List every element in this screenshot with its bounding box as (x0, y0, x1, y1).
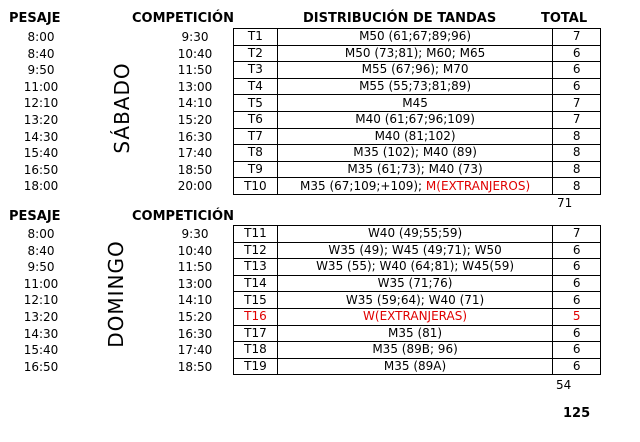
distribucion-text: M55 (55;73;81;89) (359, 79, 472, 94)
competicion-cell: 18:50 (177, 162, 213, 177)
tanda-cell: T17 (234, 325, 278, 342)
total-cell: 6 (553, 292, 601, 309)
header-pesaje: PESAJE (9, 11, 61, 26)
total-cell: 8 (553, 161, 601, 178)
total-cell: 8 (553, 128, 601, 145)
total-cell: 6 (553, 325, 601, 342)
pesaje-cell: 15:40 (23, 146, 59, 161)
total-cell: 5 (553, 308, 601, 325)
total-cell: 6 (553, 342, 601, 359)
table-row (234, 128, 601, 145)
competicion-cell: 13:00 (177, 79, 213, 94)
competicion-cell: 15:20 (177, 309, 213, 324)
tanda-cell: T7 (234, 128, 278, 145)
saturday-pesaje-column (10, 29, 72, 195)
pesaje-cell: 11:00 (23, 276, 59, 291)
tanda-cell: T5 (234, 95, 278, 112)
table-row (234, 29, 601, 46)
tanda-cell: T13 (234, 259, 278, 276)
pesaje-cell: 18:00 (23, 179, 59, 194)
total-cell: 6 (553, 358, 601, 375)
pesaje-cell: 8:40 (27, 243, 55, 258)
competicion-cell: 14:10 (177, 96, 213, 111)
total-cell: 6 (553, 259, 601, 276)
distribucion-cell: M35 (81) (277, 325, 552, 342)
distribucion-text: M45 (402, 95, 428, 110)
total-cell: 7 (553, 226, 601, 243)
tanda-cell: T12 (234, 242, 278, 259)
competicion-cell: 15:20 (177, 112, 213, 127)
total-cell: 6 (553, 275, 601, 292)
tanda-cell: T3 (234, 62, 278, 79)
competicion-cell: 17:40 (177, 343, 213, 358)
header-total: TOTAL (541, 11, 588, 26)
pesaje-cell: 14:30 (23, 129, 59, 144)
distribucion-cell (277, 29, 553, 46)
pesaje-cell: 15:40 (23, 343, 59, 358)
sunday-table (233, 225, 601, 375)
tanda-cell: T2 (234, 45, 278, 62)
table-row (234, 62, 601, 79)
distribucion-cell: M35 (89A) (277, 358, 552, 375)
distribucion-cell: W35 (55); W40 (64;81); W45(59) (277, 259, 552, 276)
tanda-cell: T8 (234, 145, 278, 162)
sunday-competicion-column (160, 226, 230, 375)
tanda-cell: T6 (234, 111, 278, 128)
saturday-day-label: SÁBADO (110, 62, 134, 154)
sunday-day-label: DOMINGO (104, 240, 128, 348)
table-row (234, 111, 601, 128)
pesaje-cell: 8:00 (27, 227, 55, 241)
saturday-competicion-column (160, 29, 230, 195)
tanda-cell: T10 (234, 178, 278, 195)
total-cell: 6 (553, 45, 601, 62)
competicion-cell: 13:00 (177, 276, 213, 291)
distribucion-cell: W40 (49;55;59) (277, 226, 552, 243)
sunday-total-sum: 54 (556, 378, 572, 392)
header-competicion: COMPETICIÓN (132, 11, 234, 26)
header-competicion-sunday: COMPETICIÓN (132, 209, 234, 224)
pesaje-cell: 13:20 (23, 112, 59, 127)
distribucion-cell (277, 161, 553, 178)
distribucion-cell: W35 (59;64); W40 (71) (277, 292, 552, 309)
distribucion-text: M35 (67;109;+109); (300, 178, 426, 193)
competicion-cell: 17:40 (177, 146, 213, 161)
total-cell: 6 (553, 62, 601, 79)
table-row (234, 226, 601, 243)
competicion-cell: 9:30 (181, 30, 209, 44)
distribucion-text: M55 (67;96); M70 (361, 62, 469, 77)
distribucion-foreign-text: M(EXTRANJEROS) (425, 178, 531, 193)
competicion-cell: 10:40 (177, 46, 213, 61)
total-cell: 7 (553, 111, 601, 128)
table-row (234, 358, 601, 375)
table-row (234, 95, 601, 112)
pesaje-cell: 11:00 (23, 79, 59, 94)
competicion-cell: 14:10 (177, 293, 213, 308)
header-distribucion: DISTRIBUCIÓN DE TANDAS (303, 11, 497, 26)
table-row (234, 275, 601, 292)
table-row (234, 145, 601, 162)
distribucion-text: M50 (61;67;89;96) (359, 29, 472, 44)
pesaje-cell: 9:50 (27, 260, 55, 275)
distribucion-text: M40 (81;102) (374, 128, 456, 143)
distribucion-text: M35 (102); M40 (89) (353, 145, 477, 160)
table-row (234, 78, 601, 95)
page-number: 125 (563, 406, 591, 421)
table-row (234, 308, 601, 325)
pesaje-cell: 8:00 (27, 30, 55, 44)
saturday-total-sum: 71 (557, 196, 573, 210)
distribucion-cell: M35 (89B; 96) (277, 342, 552, 359)
table-row (234, 342, 601, 359)
table-row (234, 45, 601, 62)
pesaje-cell: 12:10 (23, 96, 59, 111)
competicion-cell: 20:00 (177, 179, 213, 194)
distribucion-cell (277, 45, 553, 62)
distribucion-cell (277, 111, 553, 128)
total-cell: 8 (553, 178, 601, 195)
pesaje-cell: 13:20 (23, 309, 59, 324)
distribucion-cell (277, 95, 553, 112)
tanda-cell: T18 (234, 342, 278, 359)
distribucion-cell: W35 (71;76) (277, 275, 552, 292)
table-row (234, 292, 601, 309)
tanda-cell: T19 (234, 358, 278, 375)
saturday-table (233, 28, 601, 195)
pesaje-cell: 8:40 (27, 46, 55, 61)
tanda-cell: T11 (234, 226, 278, 243)
tanda-cell: T15 (234, 292, 278, 309)
pesaje-cell: 9:50 (27, 63, 55, 78)
competicion-cell: 11:50 (177, 260, 213, 275)
competicion-cell: 9:30 (181, 227, 209, 241)
tanda-cell: T16 (234, 308, 278, 325)
header-pesaje-sunday: PESAJE (9, 209, 61, 224)
table-row (234, 178, 601, 195)
competicion-cell: 11:50 (177, 63, 213, 78)
total-cell: 6 (553, 242, 601, 259)
pesaje-cell: 14:30 (23, 326, 59, 341)
tanda-cell: T14 (234, 275, 278, 292)
distribucion-cell (277, 128, 553, 145)
sunday-pesaje-column (10, 226, 72, 375)
pesaje-cell: 16:50 (23, 162, 59, 177)
pesaje-cell: 16:50 (23, 359, 59, 374)
competicion-cell: 16:30 (177, 129, 213, 144)
total-cell: 7 (553, 95, 601, 112)
total-cell: 8 (553, 145, 601, 162)
total-cell: 7 (553, 29, 601, 46)
distribucion-cell (277, 145, 553, 162)
distribucion-text: M50 (73;81); M60; M65 (344, 45, 486, 60)
competicion-cell: 16:30 (177, 326, 213, 341)
table-row (234, 161, 601, 178)
table-row (234, 242, 601, 259)
total-cell: 6 (553, 78, 601, 95)
distribucion-cell (277, 178, 553, 195)
competicion-cell: 10:40 (177, 243, 213, 258)
distribucion-cell: W35 (49); W45 (49;71); W50 (277, 242, 552, 259)
table-row (234, 259, 601, 276)
distribucion-cell (277, 62, 553, 79)
distribucion-text: M40 (61;67;96;109) (355, 112, 475, 127)
distribucion-cell: W(EXTRANJERAS) (277, 308, 552, 325)
tanda-cell: T1 (234, 29, 278, 46)
tanda-cell: T9 (234, 161, 278, 178)
tanda-cell: T4 (234, 78, 278, 95)
pesaje-cell: 12:10 (23, 293, 59, 308)
competicion-cell: 18:50 (177, 359, 213, 374)
table-row (234, 325, 601, 342)
distribucion-text: M35 (61;73); M40 (73) (347, 162, 483, 177)
distribucion-cell (277, 78, 553, 95)
